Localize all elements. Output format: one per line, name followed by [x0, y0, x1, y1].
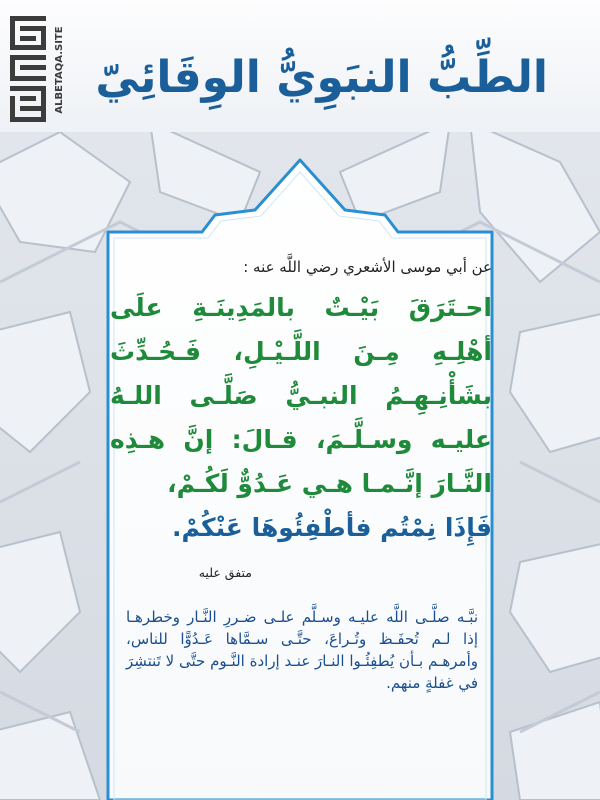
hadith-ending: فَإِذَا نِمْتُم فأطْفِئُوهَا عَنْكُمْ. — [171, 513, 492, 542]
logo-text: ALBETAQA.SITE — [54, 26, 65, 114]
hadith-source: متفق عليه — [198, 565, 252, 580]
benefit-text: نبَّـه صلَّـى اللَّه عليـه وسـلَّم علـى ضـررِ النَّـار وخطرهـا إذا لـم تُحفَـظ وتُـراعَ، حتَّـى سـمَّاها عَـدُوًّا للناس، وأمرهـم بـأن يُطفِئُـوا النـارَ عنـد إرادة النَّـوم حتَّى لا تَنتشِرَ في غفلةٍ منهم. — [126, 608, 478, 692]
header-banner — [0, 0, 600, 132]
content-panel — [110, 245, 492, 694]
hadith-text: احـتَرَقَ بَيْـتٌ بالمَدِينَـةِ علَى أهْلِـهِ مِـنَ اللَّـيْـلِ، فَـحُـدِّثَ بشَأْنِـهِـمُ النبـيُّ صَلَّـى اللـهُ عليـه وسـلَّـمَ، قـالَ: إنَّ هـذِه النَّـارَ إنَّـمـا هـي عَـدُوٌّ لَكُـمْ، — [110, 293, 492, 498]
page-title: الطِّبُّ النبَوِيُّ الوِقَائِيّ — [95, 52, 548, 103]
kufic-logo — [6, 14, 70, 126]
narrator-line: عن أبي موسى الأشعري رضي اللَّه عنه : — [243, 258, 492, 276]
